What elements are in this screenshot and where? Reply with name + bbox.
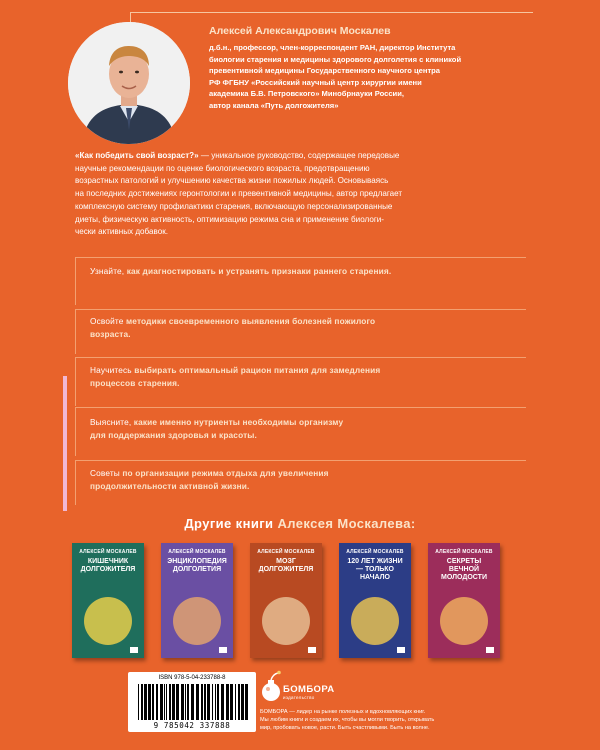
- barcode-bar: [187, 684, 189, 720]
- other-books-heading: [0, 516, 600, 531]
- barcode-bar: [138, 684, 139, 720]
- barcode-bar: [241, 684, 244, 720]
- bio-line: автор канала «Путь долгожителя»: [209, 100, 339, 110]
- barcode-bar: [221, 684, 224, 720]
- benefit-text: [90, 315, 375, 341]
- description-line: диеты, физическую активность, оптимизацию режима сна и применение биологи-: [75, 214, 385, 224]
- barcode-bar: [226, 684, 229, 720]
- book-cover: [250, 543, 322, 658]
- description-line: на последних достижениях геронтологии и превентивной медицины, автор предлагает: [75, 189, 403, 199]
- book-title: СЕКРЕТЫ ВЕЧНОЙ МОЛОДОСТИ: [441, 558, 487, 581]
- barcode: [128, 672, 256, 732]
- barcode-bar: [230, 684, 233, 720]
- book-author: АЛЕКСЕЙ МОСКАЛЕВ: [168, 549, 226, 555]
- benefit-verb: Советы: [90, 468, 123, 478]
- benefit-verb: Выясните,: [90, 417, 134, 427]
- barcode-bar: [156, 684, 158, 720]
- publisher-mark: [308, 647, 316, 653]
- description-line: комплексную систему профилактики старения, включающую персонализированные: [75, 201, 393, 211]
- benefit-verb: Научитесь: [90, 365, 135, 375]
- barcode-bar: [148, 684, 151, 720]
- publisher-mark: [130, 647, 138, 653]
- book-title: МОЗГ ДОЛГОЖИТЕЛЯ: [258, 558, 314, 573]
- publisher-name: БОМБОРА: [283, 684, 335, 695]
- barcode-bar: [169, 684, 171, 720]
- bio-line: превентивной медицины Государственного научного центра: [209, 66, 441, 76]
- author-bio: [209, 42, 529, 112]
- author-portrait: [68, 22, 190, 144]
- bio-line: РФ ФГБНУ «Российский научный центр хирургии имени: [209, 77, 422, 87]
- benefit-highlight: по организации режима отдыха для увеличения: [122, 468, 329, 478]
- author-name: Алексей Александрович Москалев: [209, 25, 391, 37]
- barcode-bar: [238, 684, 240, 720]
- benefit-text: [90, 364, 380, 390]
- benefit-highlight: для поддержания здоровья и красоты.: [90, 429, 257, 440]
- book-author: АЛЕКСЕЙ МОСКАЛЕВ: [346, 549, 404, 555]
- barcode-digits: 9 785042 337888: [153, 721, 231, 730]
- benefit-highlight: какие именно нутриенты необходимы организму: [133, 417, 344, 427]
- barcode-bar: [152, 684, 154, 720]
- barcode-bar: [235, 684, 236, 720]
- barcode-bar: [207, 684, 210, 720]
- benefit-highlight: методики своевременного выявления болезней пожилого: [126, 316, 376, 326]
- description-lead: «Как победить свой возраст?»: [75, 151, 199, 160]
- book-illustration: [262, 597, 310, 645]
- barcode-bar: [212, 684, 213, 720]
- benefit-verb: Освойте: [90, 316, 126, 326]
- barcode-bar: [204, 684, 206, 720]
- publisher-note: [260, 708, 480, 732]
- book-title: КИШЕЧНИК ДОЛГОЖИТЕЛЯ: [80, 558, 136, 573]
- publisher-subtitle: издательство: [283, 695, 315, 700]
- barcode-bar: [144, 684, 147, 720]
- description-text: — уникальное руководство, содержащее передовые: [198, 151, 400, 160]
- benefit-highlight: возраста.: [90, 328, 131, 339]
- isbn-text: ISBN 978-5-04-233788-8: [158, 675, 226, 681]
- description-line: научные рекомендации по оценке биологического возраста, предотвращению: [75, 163, 370, 173]
- book-author: АЛЕКСЕЙ МОСКАЛЕВ: [79, 549, 137, 555]
- bomb-icon: [260, 670, 282, 704]
- barcode-bar: [191, 684, 194, 720]
- book-cover: [339, 543, 411, 658]
- bio-line: д.б.н., профессор, член-корреспондент РАН, директор Института: [209, 43, 456, 52]
- book-cover: [161, 543, 233, 658]
- publisher-note-line: мир, пробовать новое, расти. Быть счастливыми. Быть на волне.: [260, 725, 430, 731]
- benefit-verb: Узнайте,: [90, 266, 127, 276]
- barcode-bar: [201, 684, 203, 720]
- book-description: [75, 150, 545, 239]
- benefit-text: [90, 416, 343, 442]
- book-title: ЭНЦИКЛОПЕДИЯ ДОЛГОЛЕТИЯ: [167, 558, 227, 573]
- publisher-mark: [397, 647, 405, 653]
- bio-line: академика Б.В. Петровского» Минобрнауки России,: [209, 89, 405, 99]
- benefit-box: [75, 407, 526, 456]
- heading-plain: Другие книги: [184, 516, 278, 531]
- barcode-bar: [181, 684, 184, 720]
- benefit-highlight: как диагностировать и устранять признаки раннего старения.: [126, 266, 392, 276]
- book-title: 120 ЛЕТ ЖИЗНИ — ТОЛЬКО НАЧАЛО: [347, 558, 403, 581]
- book-illustration: [173, 597, 221, 645]
- barcode-bar: [166, 684, 167, 720]
- benefit-box: [75, 309, 526, 354]
- book-illustration: [84, 597, 132, 645]
- barcode-bar: [160, 684, 163, 720]
- benefit-box: [75, 460, 526, 505]
- barcode-bar: [141, 684, 143, 720]
- barcode-bar: [185, 684, 186, 720]
- barcode-bar: [215, 684, 216, 720]
- benefit-box: [75, 357, 526, 406]
- barcode-bar: [217, 684, 219, 720]
- benefit-text: [90, 265, 391, 278]
- book-cover: [428, 543, 500, 658]
- benefit-text: [90, 467, 329, 493]
- book-illustration: [351, 597, 399, 645]
- description-line: [75, 150, 545, 163]
- benefit-highlight: продолжительности активной жизни.: [90, 480, 250, 491]
- description-line: чески активных добавок.: [75, 227, 168, 237]
- book-cover: [72, 543, 144, 658]
- publisher-mark: [486, 647, 494, 653]
- book-author: АЛЕКСЕЙ МОСКАЛЕВ: [435, 549, 493, 555]
- description-line: возрастных патологий и улучшению качества жизни пожилых людей. Основываясь: [75, 176, 389, 186]
- benefit-highlight: выбирать оптимальный рацион питания для замедления: [134, 365, 381, 375]
- publisher-mark: [219, 647, 227, 653]
- barcode-bar: [172, 684, 175, 720]
- barcode-bar: [245, 684, 248, 720]
- publisher-note-line: БОМБОРА — лидер на рынке полезных и вдохновляющих книг.: [260, 709, 426, 715]
- publisher-note-line: Мы любим книги и создаем их, чтобы вы могли творить, открывать: [260, 717, 435, 723]
- book-author: АЛЕКСЕЙ МОСКАЛЕВ: [257, 549, 315, 555]
- benefit-highlight: процессов старения.: [90, 377, 180, 388]
- barcode-bar: [196, 684, 199, 720]
- book-illustration: [440, 597, 488, 645]
- benefit-box: [75, 257, 526, 305]
- barcode-bar: [164, 684, 165, 720]
- barcode-bar: [176, 684, 179, 720]
- bio-line: биологии старения и медицины здорового долголетия с клиникой: [209, 54, 462, 64]
- heading-highlight: Алексея Москалева:: [277, 516, 416, 531]
- accent-bar: [63, 376, 67, 511]
